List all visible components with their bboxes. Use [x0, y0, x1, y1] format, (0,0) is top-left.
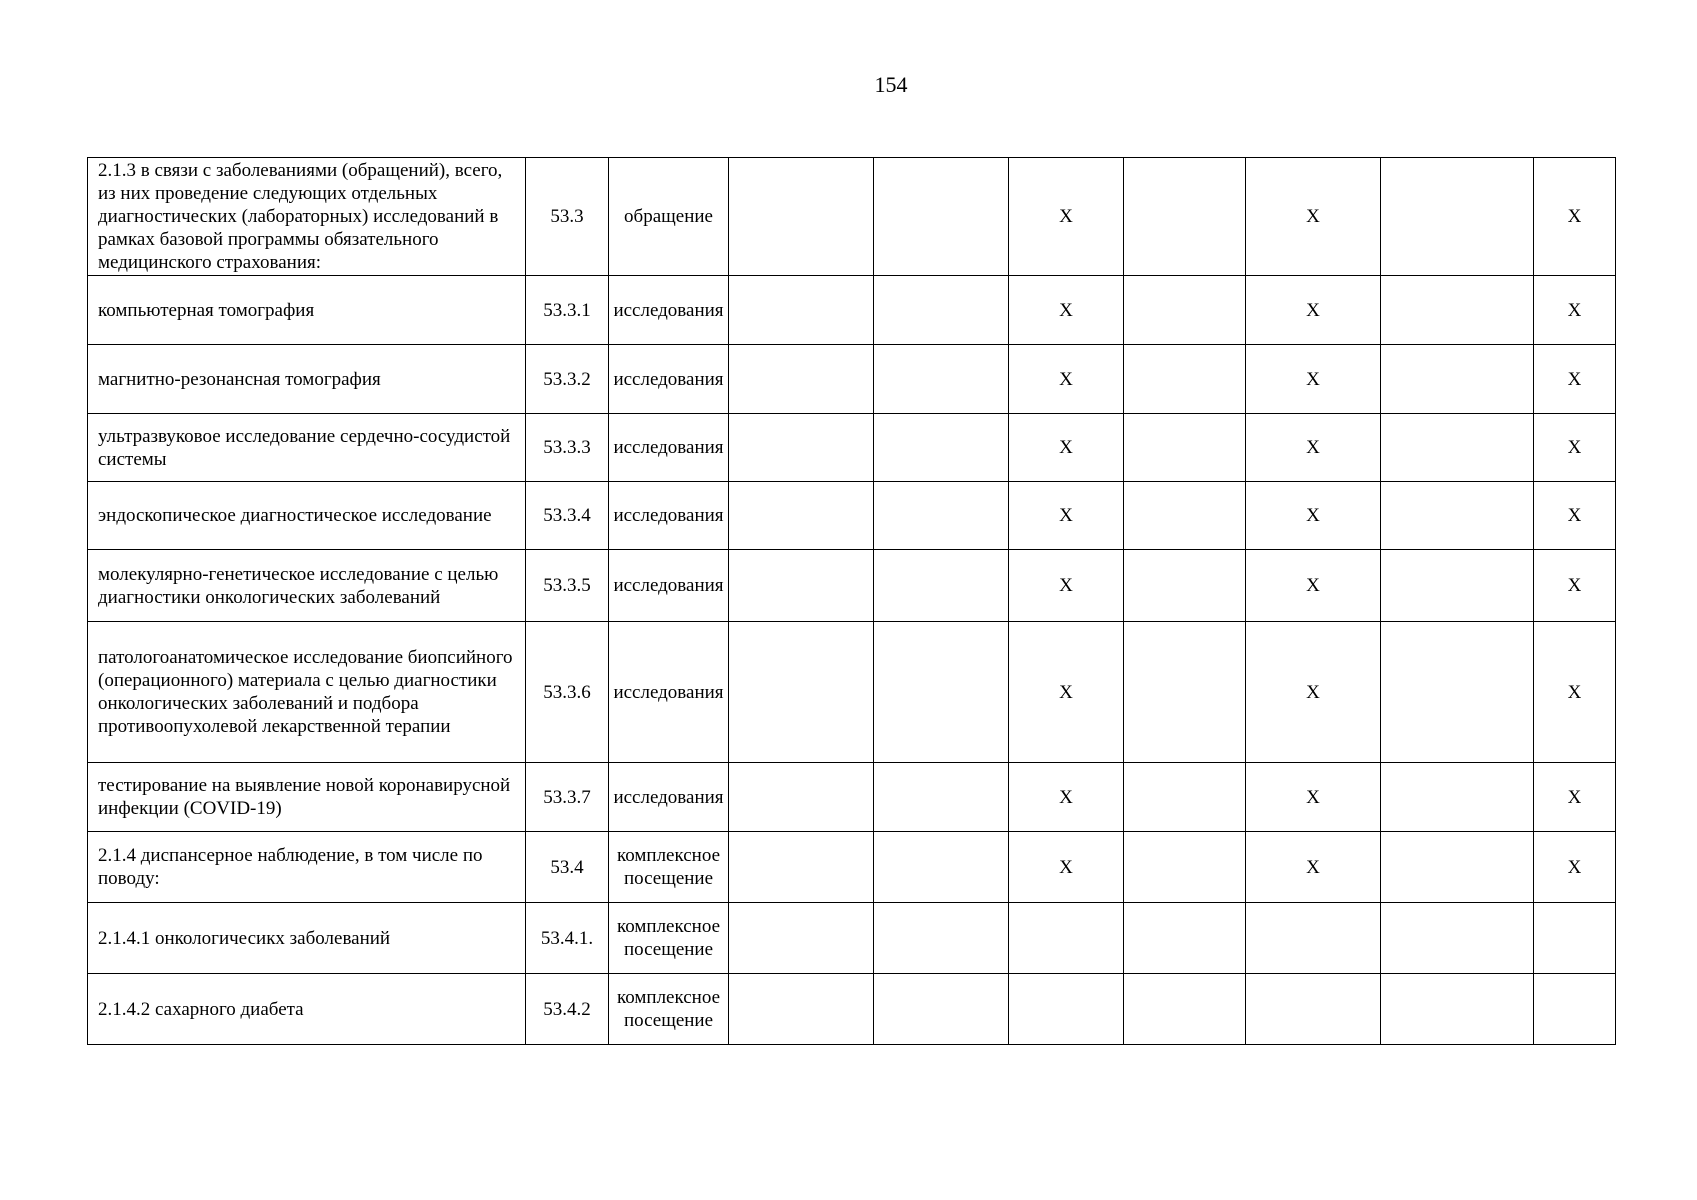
value-cell — [729, 903, 874, 974]
value-cell: Х — [1246, 763, 1381, 832]
value-cell — [1124, 903, 1246, 974]
value-cell: Х — [1009, 622, 1124, 763]
value-cell: Х — [1009, 414, 1124, 482]
value-cell: Х — [1534, 276, 1616, 345]
value-cell — [1381, 763, 1534, 832]
value-cell — [1381, 276, 1534, 345]
row-code: 53.3.1 — [526, 276, 609, 345]
value-cell: Х — [1246, 832, 1381, 903]
row-name: ультразвуковое исследование сердечно-сосудистой системы — [88, 414, 526, 482]
row-code: 53.3.4 — [526, 482, 609, 550]
row-unit: исследования — [609, 622, 729, 763]
table-row — [88, 903, 1616, 974]
row-code: 53.3.5 — [526, 550, 609, 622]
value-cell: Х — [1246, 345, 1381, 414]
value-cell — [729, 276, 874, 345]
row-name: патологоанатомическое исследование биопсийного (операционного) материала с целью диагностики онкологических заболеваний и подбора противоопухолевой лекарственной терапии — [88, 622, 526, 763]
table-row — [88, 276, 1616, 345]
row-code: 53.3.2 — [526, 345, 609, 414]
value-cell — [1534, 903, 1616, 974]
data-table — [87, 157, 1616, 1045]
value-cell — [1534, 974, 1616, 1045]
value-cell — [1124, 832, 1246, 903]
value-cell — [874, 345, 1009, 414]
value-cell: Х — [1009, 158, 1124, 276]
value-cell — [874, 482, 1009, 550]
value-cell — [729, 974, 874, 1045]
table-row — [88, 414, 1616, 482]
row-unit: исследования — [609, 276, 729, 345]
value-cell — [729, 550, 874, 622]
table-row — [88, 763, 1616, 832]
value-cell — [1381, 482, 1534, 550]
value-cell: Х — [1534, 158, 1616, 276]
value-cell — [874, 622, 1009, 763]
value-cell: Х — [1009, 550, 1124, 622]
value-cell — [1009, 903, 1124, 974]
row-unit: комплексное посещение — [609, 832, 729, 903]
value-cell — [1124, 345, 1246, 414]
value-cell — [1124, 550, 1246, 622]
table-row — [88, 550, 1616, 622]
value-cell: Х — [1009, 763, 1124, 832]
row-code: 53.3.3 — [526, 414, 609, 482]
value-cell — [1381, 345, 1534, 414]
row-name: 2.1.4.1 онкологичесикх заболеваний — [88, 903, 526, 974]
value-cell — [874, 276, 1009, 345]
row-name: 2.1.4 диспансерное наблюдение, в том числе по поводу: — [88, 832, 526, 903]
value-cell: Х — [1246, 482, 1381, 550]
value-cell: Х — [1534, 832, 1616, 903]
value-cell: Х — [1534, 414, 1616, 482]
value-cell — [729, 414, 874, 482]
value-cell — [874, 763, 1009, 832]
value-cell — [1381, 903, 1534, 974]
row-name: магнитно-резонансная томография — [88, 345, 526, 414]
row-code: 53.3.7 — [526, 763, 609, 832]
table-row — [88, 974, 1616, 1045]
value-cell — [1124, 622, 1246, 763]
table-row — [88, 158, 1616, 276]
value-cell: Х — [1246, 414, 1381, 482]
value-cell — [1009, 974, 1124, 1045]
value-cell — [874, 832, 1009, 903]
value-cell — [729, 622, 874, 763]
row-name: 2.1.4.2 сахарного диабета — [88, 974, 526, 1045]
value-cell — [874, 550, 1009, 622]
value-cell — [874, 414, 1009, 482]
value-cell — [1124, 482, 1246, 550]
value-cell: Х — [1009, 345, 1124, 414]
value-cell — [1381, 832, 1534, 903]
row-code: 53.3.6 — [526, 622, 609, 763]
row-code: 53.4.1. — [526, 903, 609, 974]
value-cell: Х — [1009, 482, 1124, 550]
row-unit: исследования — [609, 763, 729, 832]
value-cell — [1381, 550, 1534, 622]
value-cell: Х — [1009, 832, 1124, 903]
value-cell — [1124, 414, 1246, 482]
value-cell: Х — [1534, 550, 1616, 622]
value-cell: Х — [1246, 276, 1381, 345]
value-cell — [874, 974, 1009, 1045]
table-row — [88, 345, 1616, 414]
value-cell — [1381, 414, 1534, 482]
value-cell — [729, 482, 874, 550]
value-cell — [1124, 158, 1246, 276]
value-cell — [729, 158, 874, 276]
value-cell — [729, 832, 874, 903]
value-cell: Х — [1009, 276, 1124, 345]
row-unit: комплексное посещение — [609, 974, 729, 1045]
table-row — [88, 832, 1616, 903]
row-name: эндоскопическое диагностическое исследование — [88, 482, 526, 550]
row-unit: исследования — [609, 414, 729, 482]
value-cell: Х — [1246, 622, 1381, 763]
value-cell — [1381, 158, 1534, 276]
value-cell — [1124, 974, 1246, 1045]
value-cell — [1124, 763, 1246, 832]
row-code: 53.3 — [526, 158, 609, 276]
value-cell: Х — [1534, 482, 1616, 550]
value-cell — [729, 345, 874, 414]
row-unit: комплексное посещение — [609, 903, 729, 974]
value-cell — [1381, 974, 1534, 1045]
value-cell — [729, 763, 874, 832]
row-name: тестирование на выявление новой коронавирусной инфекции (COVID-19) — [88, 763, 526, 832]
value-cell — [1246, 903, 1381, 974]
value-cell — [1124, 276, 1246, 345]
value-cell — [1246, 974, 1381, 1045]
row-name: компьютерная томография — [88, 276, 526, 345]
value-cell: Х — [1534, 763, 1616, 832]
value-cell: Х — [1246, 550, 1381, 622]
row-unit: исследования — [609, 482, 729, 550]
row-unit: обращение — [609, 158, 729, 276]
value-cell — [874, 158, 1009, 276]
value-cell: Х — [1246, 158, 1381, 276]
value-cell — [1381, 622, 1534, 763]
table-row — [88, 622, 1616, 763]
value-cell: Х — [1534, 345, 1616, 414]
row-code: 53.4 — [526, 832, 609, 903]
value-cell — [874, 903, 1009, 974]
row-unit: исследования — [609, 550, 729, 622]
value-cell: Х — [1534, 622, 1616, 763]
table-row — [88, 482, 1616, 550]
row-code: 53.4.2 — [526, 974, 609, 1045]
page-number: 154 — [874, 72, 908, 97]
row-name: молекулярно-генетическое исследование с целью диагностики онкологических заболеваний — [88, 550, 526, 622]
row-name: 2.1.3 в связи с заболеваниями (обращений), всего, из них проведение следующих отдельных диагностических (лабораторных) исследований в рамках базовой программы обязательного медицинского страхования: — [88, 158, 526, 276]
row-unit: исследования — [609, 345, 729, 414]
